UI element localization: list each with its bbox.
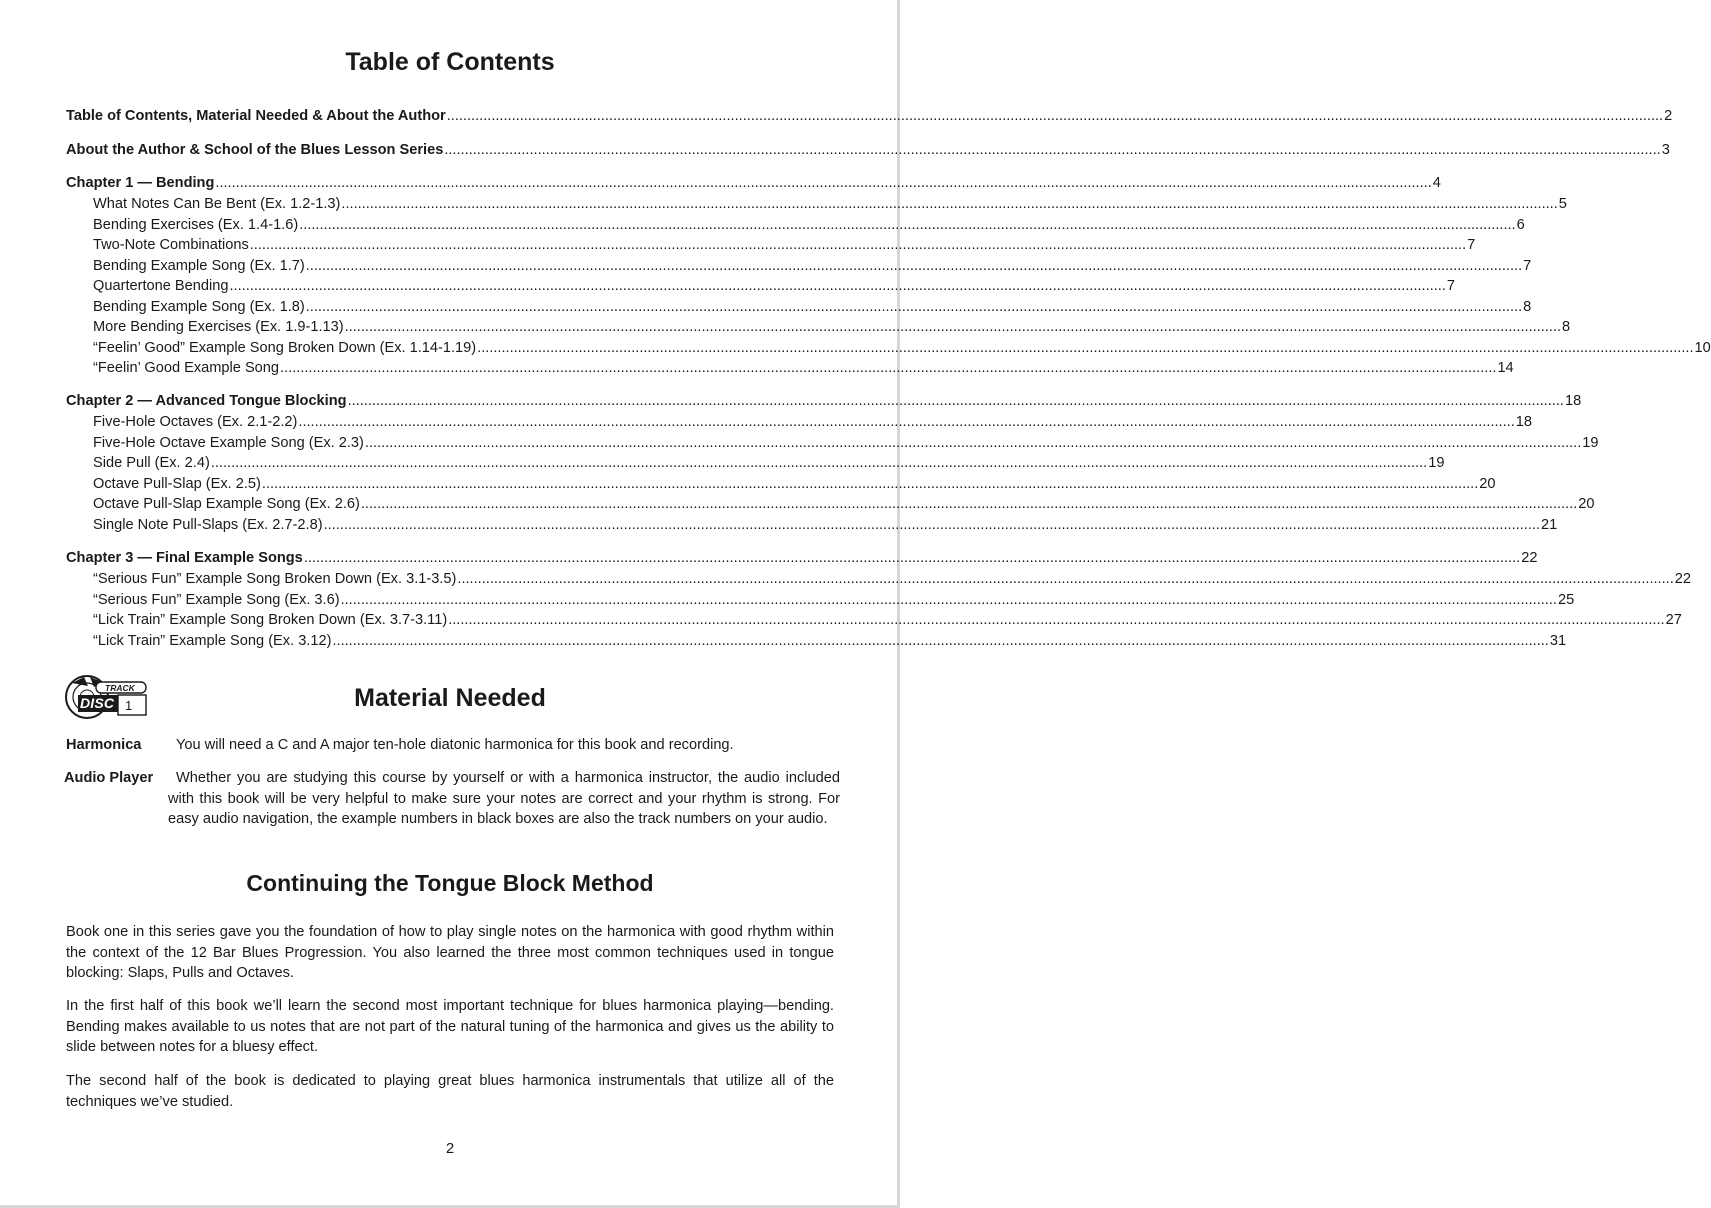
toc-entry-page: 3 [1661,142,1670,158]
toc-item-title: Quartertone Bending [93,278,229,294]
toc-item[interactable] [93,454,1445,474]
toc-item[interactable] [93,591,1575,611]
dot-leader: ............................................................................................................................................................................................................................................................................................................ [360,496,1578,512]
toc-item[interactable] [93,516,1558,536]
audio-player-term: Audio Player [64,770,154,786]
dot-leader: ............................................................................................................................................................................................................................................................................................................ [215,175,1432,191]
toc-item-page: 18 [1515,414,1533,430]
toc-item-page: 22 [1674,571,1692,587]
dot-leader: ............................................................................................................................................................................................................................................................................................................ [446,108,1664,124]
dot-leader: ............................................................................................................................................................................................................................................................................................................ [305,257,1523,274]
toc-entry-title: About the Author & School of the Blues Lesson Series [66,142,444,158]
toc-item[interactable] [93,632,1567,652]
toc-item[interactable] [93,434,1599,454]
page-number: 2 [445,1140,455,1157]
toc-chapter-page: 4 [1432,175,1441,191]
toc-item-title: More Bending Exercises (Ex. 1.9-1.13) [93,319,344,335]
toc-item[interactable] [93,298,1532,318]
dot-leader: ............................................................................................................................................................................................................................................................................................................ [261,475,1479,492]
toc-item-title: “Lick Train” Example Song (Ex. 3.12) [93,632,332,649]
material-heading: Material Needed [354,684,546,712]
toc-item-title: Side Pull (Ex. 2.4) [93,455,210,471]
toc-entry[interactable] [66,107,1673,127]
toc-item-title: Octave Pull-Slap Example Song (Ex. 2.6) [93,496,360,512]
toc-item-page: 25 [1557,591,1575,608]
toc-item-title: What Notes Can Be Bent (Ex. 1.2-1.3) [93,196,341,212]
toc-chapter-3[interactable] [66,549,1538,569]
dot-leader: ............................................................................................................................................................................................................................................................................................................ [280,360,1497,376]
dot-leader: ............................................................................................................................................................................................................................................................................................................ [364,434,1582,451]
dot-leader: ............................................................................................................................................................................................................................................................................................................ [444,142,1661,158]
toc-item[interactable] [93,318,1571,338]
toc-item-title: “Serious Fun” Example Song Broken Down (Ex. 3.1-3.5) [93,571,457,587]
dot-leader: ............................................................................................................................................................................................................................................................................................................ [249,237,1467,253]
toc-entry-page: 2 [1664,108,1673,124]
dot-leader: ............................................................................................................................................................................................................................................................................................................ [457,571,1674,587]
dot-leader: ............................................................................................................................................................................................................................................................................................................ [299,216,1516,233]
toc-item-page: 19 [1582,434,1599,451]
toc-chapter-title: Chapter 3 — Final Example Songs [66,550,303,566]
dot-leader: ............................................................................................................................................................................................................................................................................................................ [305,298,1523,315]
toc-item-title: Two-Note Combinations [93,237,249,253]
dot-leader: ............................................................................................................................................................................................................................................................................................................ [477,339,1694,356]
dot-leader: ............................................................................................................................................................................................................................................................................................................ [340,591,1557,608]
toc-item-title: Bending Exercises (Ex. 1.4-1.6) [93,216,299,233]
toc-item-page: 8 [1523,298,1532,315]
toc-item-page: 20 [1479,475,1496,492]
toc-item[interactable] [93,359,1514,379]
toc-item-title: Single Note Pull-Slaps (Ex. 2.7-2.8) [93,516,323,533]
toc-chapter-title: Chapter 1 — Bending [66,175,215,191]
method-paragraph: Book one in this series gave you the foundation of how to play single notes on the harmonica with good rhythm within the context of the 12 Bar Blues Progression. You also learned the three most common techniques used in tongue blocking: Slaps, Pulls and Octaves. [66,924,834,981]
toc-item-page: 6 [1516,216,1525,233]
toc-chapter-page: 22 [1521,550,1538,566]
toc-item[interactable] [93,413,1533,433]
toc-item-title: Bending Example Song (Ex. 1.8) [93,298,305,315]
toc-entry[interactable] [66,141,1670,161]
harmonica-definition: You will need a C and A major ten-hole diatonic harmonica for this book and recording. [176,737,734,753]
dot-leader: ............................................................................................................................................................................................................................................................................................................ [347,393,1564,409]
dot-leader: ............................................................................................................................................................................................................................................................................................................ [298,414,1515,430]
harmonica-term: Harmonica [66,737,142,753]
toc-item[interactable] [93,236,1476,256]
dot-leader: ............................................................................................................................................................................................................................................................................................................ [341,196,1558,212]
toc-item-page: 14 [1497,360,1514,376]
dot-leader: ............................................................................................................................................................................................................................................................................................................ [332,632,1549,649]
toc-item-page: 21 [1540,516,1558,533]
toc-chapter-2[interactable] [66,392,1582,412]
method-paragraph: The second half of the book is dedicated to playing great blues harmonica instrumentals that utilize all of the techniques we’ve studied. [66,1073,834,1110]
dot-leader: ............................................................................................................................................................................................................................................................................................................ [448,612,1665,628]
toc-item-title: Octave Pull-Slap (Ex. 2.5) [93,475,261,492]
method-heading: Continuing the Tongue Block Method [246,870,654,896]
toc-item-page: 5 [1558,196,1567,212]
toc-item[interactable] [93,495,1595,515]
toc-item-page: 31 [1549,632,1567,649]
toc-item[interactable] [93,216,1525,236]
toc-item[interactable] [93,570,1692,590]
toc-item-title: “Serious Fun” Example Song (Ex. 3.6) [93,591,340,608]
toc-item-title: “Feelin’ Good Example Song [93,360,280,376]
dot-leader: ............................................................................................................................................................................................................................................................................................................ [303,550,1521,566]
toc-item-title: Bending Example Song (Ex. 1.7) [93,257,305,274]
toc-chapter-title: Chapter 2 — Advanced Tongue Blocking [66,393,347,409]
method-paragraph: In the first half of this book we’ll learn the second most important technique for blues harmonica playing—bending. Bending makes available to us notes that are not part of the natural tuning of the harmonica and gives us the ability to slide between notes for a bluesy effect. [66,998,834,1055]
toc-item-page: 20 [1578,496,1595,512]
toc-chapter-1[interactable] [66,174,1441,194]
toc-item[interactable] [93,475,1496,495]
dot-leader: ............................................................................................................................................................................................................................................................................................................ [344,319,1562,335]
toc-entry-title: Table of Contents, Material Needed & About the Author [66,108,446,124]
dot-leader: ............................................................................................................................................................................................................................................................................................................ [210,455,1428,471]
toc-item-page: 27 [1665,612,1682,628]
toc-chapter-page: 18 [1564,393,1582,409]
badge-track-label: TRACK [105,683,135,693]
toc-item[interactable] [93,339,1711,359]
toc-item-title: “Feelin’ Good” Example Song Broken Down (Ex. 1.14-1.19) [93,339,477,356]
toc-item[interactable] [93,611,1682,631]
toc-item-page: 19 [1428,455,1445,471]
toc-item-page: 7 [1446,278,1456,294]
dot-leader: ............................................................................................................................................................................................................................................................................................................ [229,278,1446,294]
toc-item-page: 8 [1562,319,1571,335]
dot-leader: ............................................................................................................................................................................................................................................................................................................ [323,516,1540,533]
toc-item-title: Five-Hole Octave Example Song (Ex. 2.3) [93,434,364,451]
toc-item-page: 7 [1467,237,1476,253]
toc-item-page: 7 [1523,257,1532,274]
audio-player-definition: Whether you are studying this course by yourself or with a harmonica instructor, the audio included with this book will be very helpful to make sure your notes are correct and your rhythm is strong. For easy audio navigation, the example numbers in black boxes are also the track numbers on your audio. [168,770,840,827]
badge-disc-label: DISC [80,695,114,711]
toc-item[interactable] [93,195,1567,215]
badge-track-number: 1 [125,698,133,713]
toc-item-title: “Lick Train” Example Song Broken Down (Ex. 3.7-3.11) [93,612,448,628]
toc-item[interactable] [93,277,1456,297]
toc-item-title: Five-Hole Octaves (Ex. 2.1-2.2) [93,414,298,430]
toc-item-page: 10 [1694,339,1711,356]
toc-heading: Table of Contents [345,48,555,76]
toc-item[interactable] [93,257,1532,277]
